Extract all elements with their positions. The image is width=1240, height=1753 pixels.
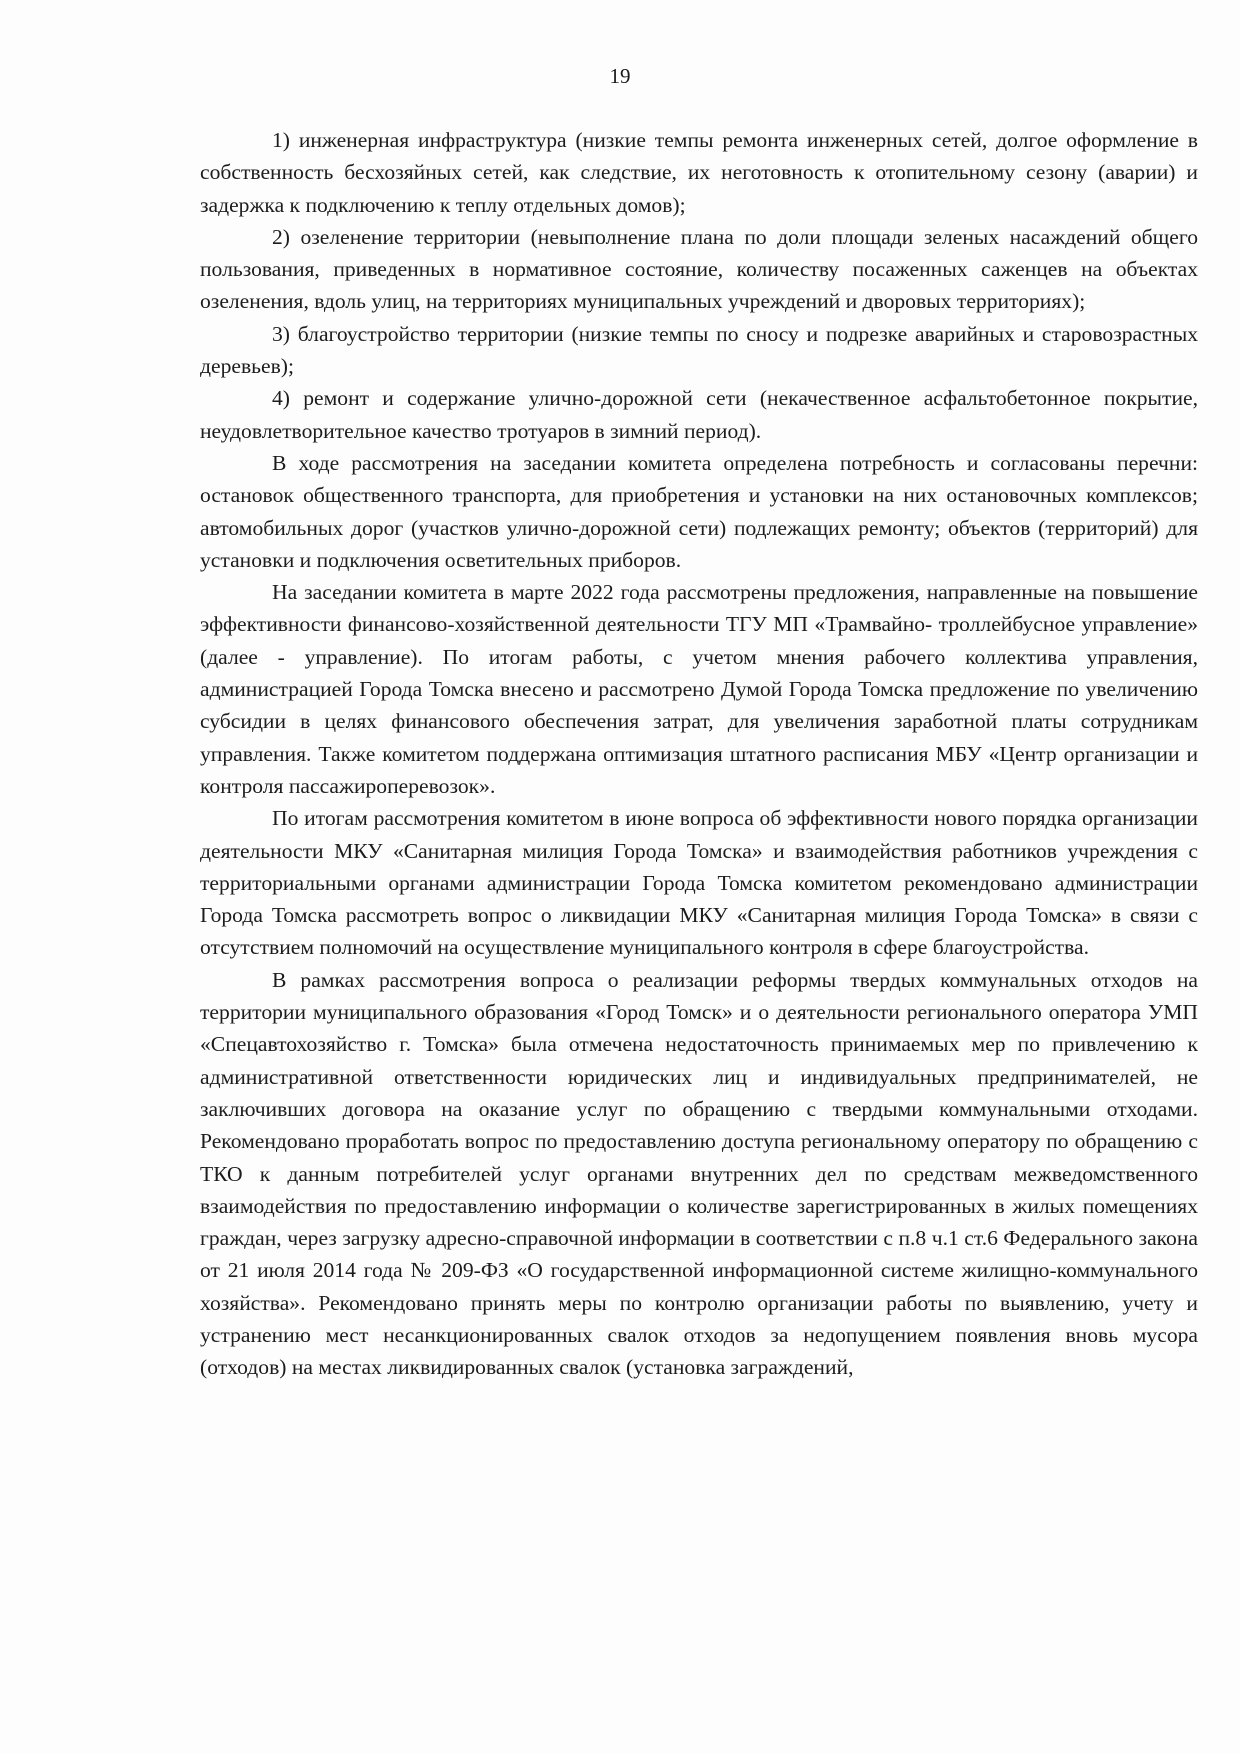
paragraph-item-4: 4) ремонт и содержание улично-дорожной сети (некачественное асфальтобетонное покрытие, неудовлетворительное качество тротуаров в зимний период).: [200, 386, 1198, 443]
paragraph-tram-trolleybus: На заседании комитета в марте 2022 года рассмотрены предложения, направленные на повышение эффективности финансово-хозяйственной деятельности ТГУ МП «Трамвайно- троллейбусное управление» (далее - управление). По итогам работы, с учетом мнения рабочего коллектива управления, администрацией Города Томска внесено и рассмотрено Думой Города Томска предложение по увеличению субсидии в целях финансового обеспечения затрат, для увеличения заработной платы сотрудникам управления. Также комитетом поддержана оптимизация штатного расписания МБУ «Центр организации и контроля пассажироперевозок».: [200, 580, 1198, 798]
paragraph-item-2: 2) озеленение территории (невыполнение плана по доли площади зеленых насаждений общего пользования, приведенных в нормативное состояние, количеству посаженных саженцев на объектах озеленения, вдоль улиц, на территориях муниципальных учреждений и дворовых территориях);: [200, 224, 1198, 314]
page-number: 19: [609, 64, 631, 88]
paragraph-item-3: 3) благоустройство территории (низкие темпы по сносу и подрезке аварийных и старовозрастных деревьев);: [200, 321, 1198, 379]
paragraph-committee-lists: В ходе рассмотрения на заседании комитета определена потребность и согласованы перечни: остановок общественного транспорта, для приобретения и установки на них остановочных комплексов; автомобильных дорог (участков улично-дорожной сети) подлежащих ремонту; объектов (территорий) для установки и подключения осветительных приборов.: [200, 450, 1198, 572]
document-body: [200, 124, 1198, 1384]
paragraph-item-1: 1) инженерная инфраструктура (низкие темпы ремонта инженерных сетей, долгое оформление в собственность бесхозяйных сетей, как следствие, их неготовность к отопительному сезону (аварии) и задержка к подключению к теплу отдельных домов);: [200, 128, 1198, 217]
paragraph-waste-reform: В рамках рассмотрения вопроса о реализации реформы твердых коммунальных отходов на территории муниципального образования «Город Томск» и о деятельности регионального оператора УМП «Спецавтохозяйство г. Томска» была отмечена недостаточность принимаемых мер по привлечению к административной ответственности юридических лиц и индивидуальных предпринимателей, не заключивших договора на оказание услуг по обращению с твердыми коммунальными отходами. Рекомендовано проработать вопрос по предоставлению доступа региональному оператору по обращению с ТКО к данным потребителей услуг органами внутренних дел по средствам межведомственного взаимодействия по предоставлению информации о количестве зарегистрированных в жилых помещениях граждан, через загрузку адресно-справочной информации в соответствии с п.8 ч.1 ст.6 Федерального закона от 21 июля 2014 года № 209-ФЗ «О государственной информационной системе жилищно-коммунального хозяйства». Рекомендовано принять меры по контролю организации работы по выявлению, учету и устранению мест несанкционированных свалок отходов за недопущением появления вновь мусора (отходов) на местах ликвидированных свалок (установка заграждений,: [200, 967, 1198, 1380]
paragraph-sanitary-militia: По итогам рассмотрения комитетом в июне вопроса об эффективности нового порядка организации деятельности МКУ «Санитарная милиция Города Томска» и взаимодействия работников учреждения с территориальными органами администрации Города Томска комитетом рекомендовано администрации Города Томска рассмотреть вопрос о ликвидации МКУ «Санитарная милиция Города Томска» в связи с отсутствием полномочий на осуществление муниципального контроля в сфере благоустройства.: [200, 806, 1198, 960]
